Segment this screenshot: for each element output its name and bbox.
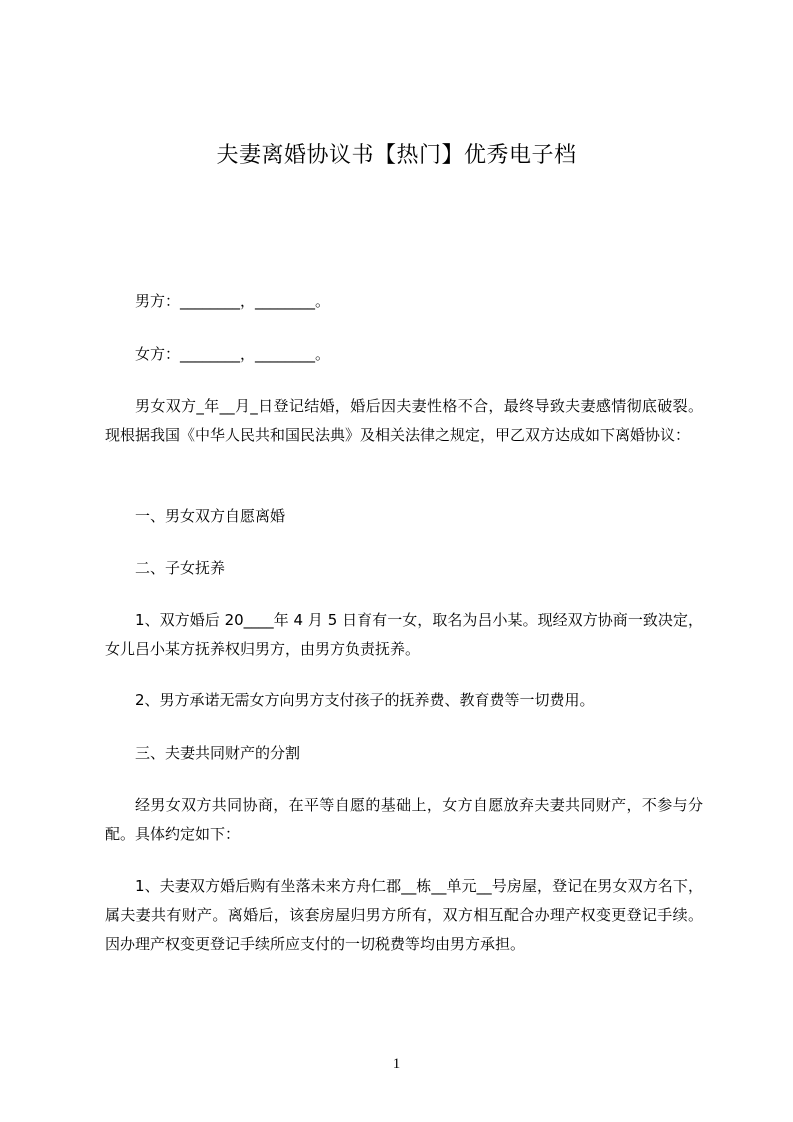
section-heading-voluntary-divorce: 一、男女双方自愿离婚 [135, 507, 286, 525]
document-title: 夫妻离婚协议书【热门】优秀电子档 [216, 143, 577, 168]
paragraph-female-party: 女方：________，________。 [135, 345, 331, 363]
paragraph-child-custody-1: 1、双方婚后 20____年 4 月 5 日育有一女，取名为吕小某。现经双方协商一致决定，女儿吕小某方抚养权归男方，由男方负责抚养。 [105, 611, 703, 658]
page-number: 1 [392, 1056, 401, 1072]
section-heading-property-division: 三、夫妻共同财产的分割 [135, 744, 301, 762]
paragraph-preamble: 男女双方_年__月_日登记结婚，婚后因夫妻性格不合，最终导致夫妻感情彻底破裂。现根据我国《中华人民共和国民法典》及相关法律之规定，甲乙双方达成如下离婚协议： [105, 397, 703, 444]
paragraph-child-custody-2: 2、男方承诺无需女方向男方支付孩子的抚养费、教育费等一切费用。 [135, 691, 595, 709]
section-heading-child-custody: 二、子女抚养 [135, 559, 226, 577]
paragraph-male-party: 男方：________，________。 [135, 292, 331, 310]
paragraph-property-intro: 经男女双方共同协商，在平等自愿的基础上，女方自愿放弃夫妻共同财产，不参与分配。具体约定如下： [105, 796, 703, 843]
paragraph-property-house: 1、夫妻双方婚后购有坐落未来方舟仁郡__栋__单元__号房屋，登记在男女双方名下，属夫妻共有财产。离婚后，该套房屋归男方所有，双方相互配合办理产权变更登记手续。因办理产权变更登记手续所应支付的一切税费等均由男方承担。 [105, 877, 703, 953]
